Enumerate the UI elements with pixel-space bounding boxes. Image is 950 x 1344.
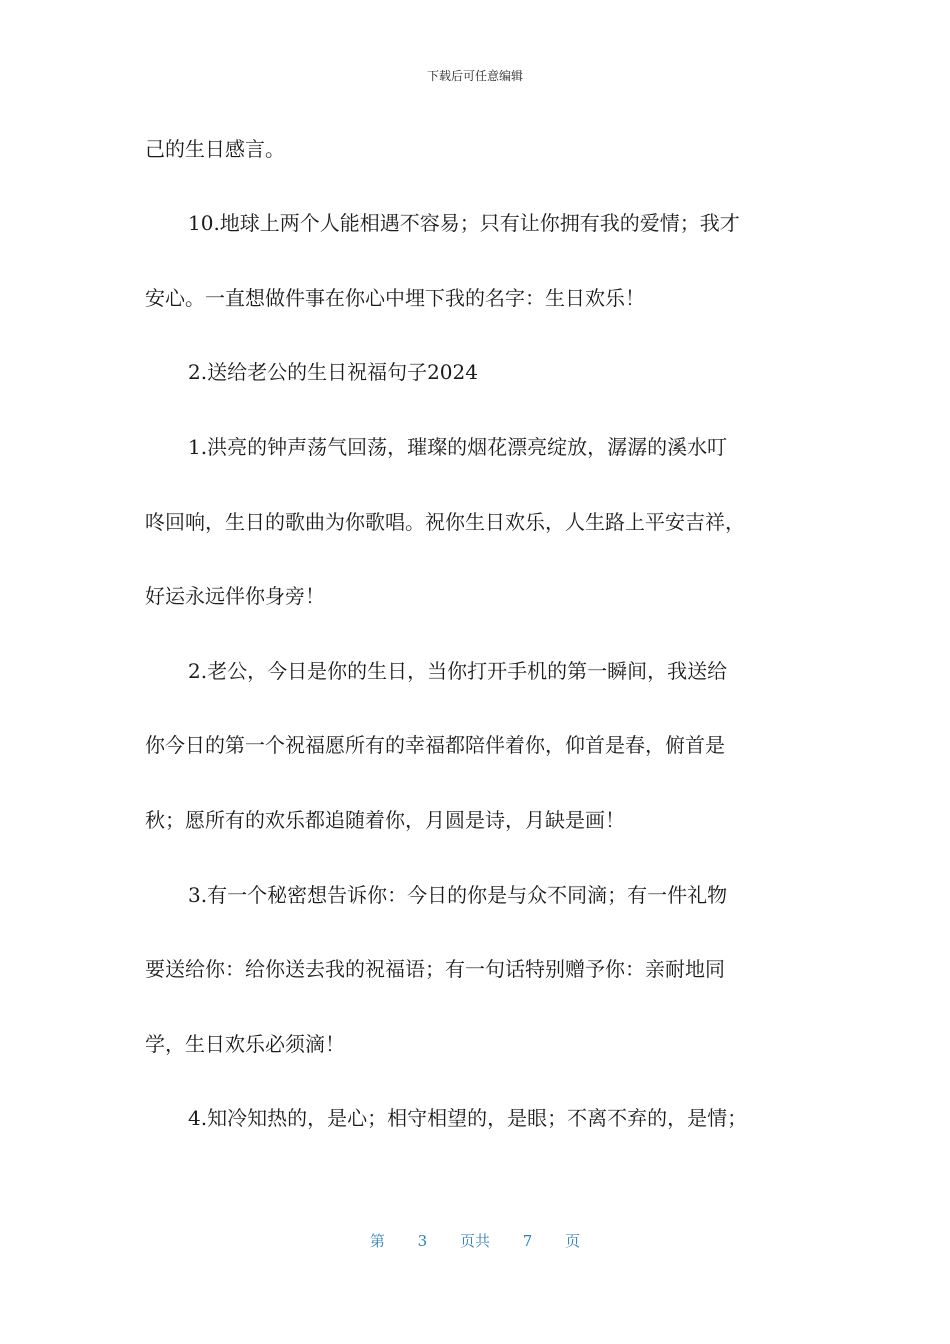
text-line: 安心。一直想做件事在你心中埋下我的名字：生日欢乐！ bbox=[145, 286, 645, 310]
text-line: 你今日的第一个祝福愿所有的幸福都陪伴着你，仰首是春，俯首是 bbox=[145, 733, 725, 757]
footer-suffix: 页 bbox=[565, 1232, 581, 1250]
text-line: 己的生日感言。 bbox=[145, 137, 285, 161]
text-line: 3.有一个秘密想告诉你：今日的你是与众不同滴；有一件礼物 bbox=[188, 883, 728, 907]
section-heading: 2.送给老公的生日祝福句子2024 bbox=[188, 360, 478, 384]
text-line: 要送给你：给你送去我的祝福语；有一句话特别赠予你：亲耐地同 bbox=[145, 957, 725, 981]
page-header-note: 下载后可任意编辑 bbox=[426, 69, 523, 83]
text-line: 秋；愿所有的欢乐都追随着你，月圆是诗，月缺是画！ bbox=[145, 808, 625, 832]
text-line: 学，生日欢乐必须滴！ bbox=[145, 1032, 345, 1056]
footer-prefix: 第 bbox=[369, 1232, 385, 1250]
text-line: 1.洪亮的钟声荡气回荡，璀璨的烟花漂亮绽放，潺潺的溪水叮 bbox=[188, 435, 728, 459]
page-number-footer bbox=[0, 1230, 950, 1251]
text-line: 10.地球上两个人能相遇不容易；只有让你拥有我的爱情；我才 bbox=[188, 211, 740, 235]
text-line: 2.老公，今日是你的生日，当你打开手机的第一瞬间，我送给 bbox=[188, 659, 728, 683]
text-line: 4.知冷知热的，是心；相守相望的，是眼；不离不弃的，是情； bbox=[188, 1106, 748, 1130]
footer-mid: 页共 bbox=[459, 1232, 490, 1250]
footer-total-pages: 7 bbox=[522, 1232, 533, 1250]
text-line: 咚回响，生日的歌曲为你歌唱。祝你生日欢乐，人生路上平安吉祥， bbox=[145, 510, 745, 534]
text-line: 好运永远伴你身旁！ bbox=[145, 584, 325, 608]
footer-current-page: 3 bbox=[417, 1232, 428, 1250]
